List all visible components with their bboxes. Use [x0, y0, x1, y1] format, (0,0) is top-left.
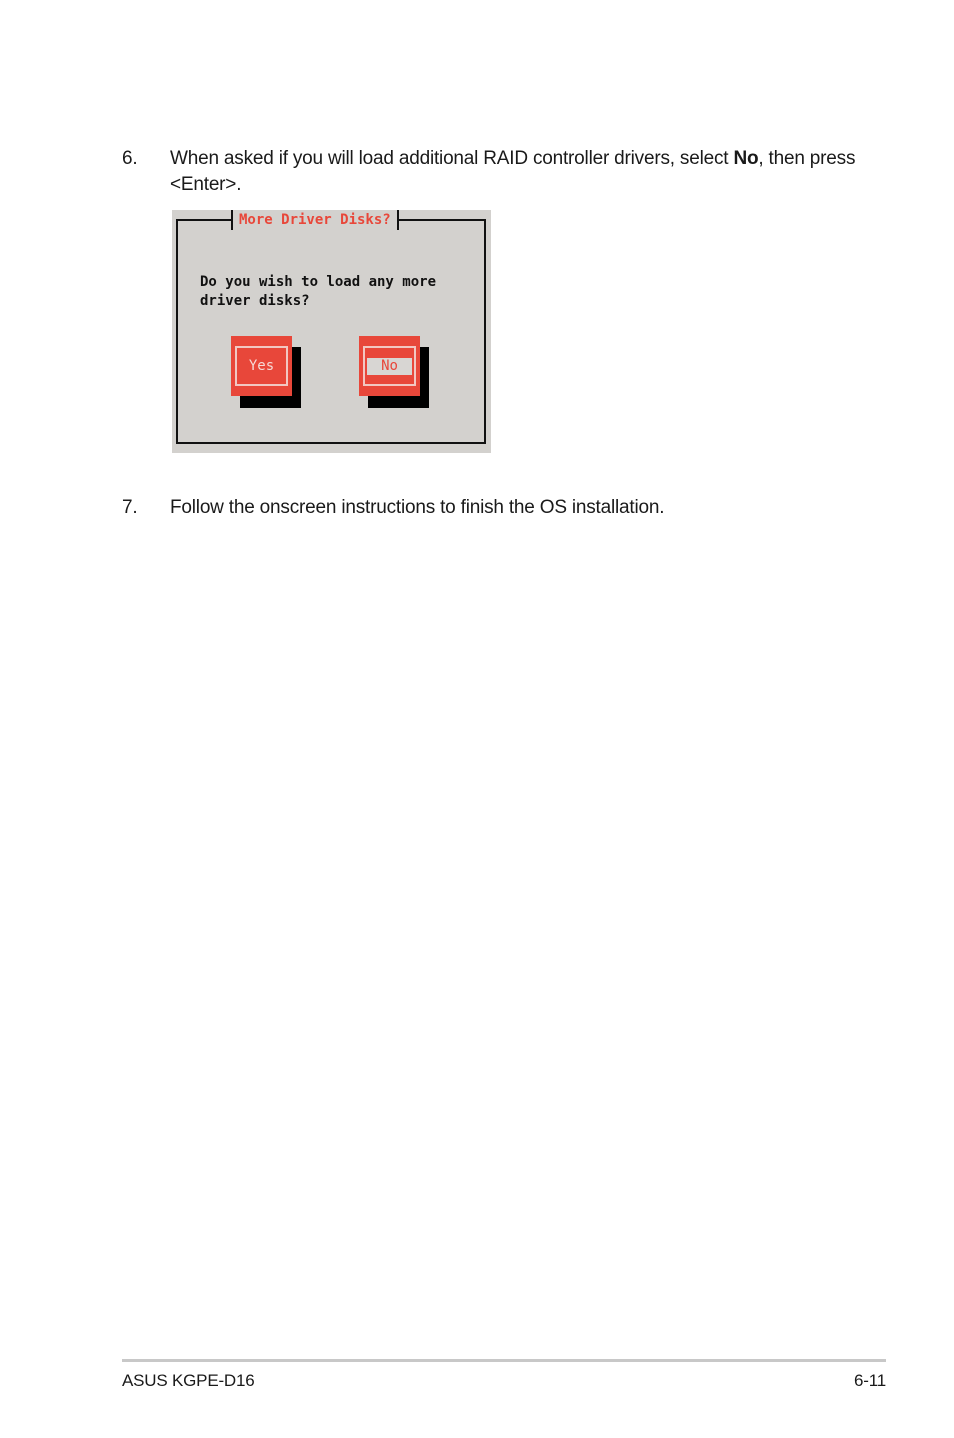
step-number: 6.: [122, 148, 138, 169]
no-button-wrap: [359, 336, 429, 408]
step-text-before: When asked if you will load additional RAID controller drivers, select: [170, 148, 734, 169]
yes-button-wrap: [231, 336, 301, 408]
step-text-bold: No: [733, 148, 759, 169]
yes-button[interactable]: [231, 336, 292, 396]
footer-page-number: 6-11: [854, 1371, 886, 1390]
no-button-frame: [363, 346, 416, 386]
dialog-frame: [176, 219, 486, 444]
dialog-title: More Driver Disks?: [231, 210, 399, 230]
driver-disks-dialog: [172, 210, 491, 453]
no-button[interactable]: [359, 336, 420, 396]
step-number: 7.: [122, 497, 138, 518]
footer-divider: [122, 1359, 886, 1362]
yes-button-label: Yes: [235, 346, 288, 386]
no-button-label: No: [367, 358, 412, 375]
step-text: [170, 146, 870, 198]
step-text-after: , then press <Enter>.: [170, 148, 856, 195]
footer-product-name: ASUS KGPE-D16: [122, 1371, 255, 1390]
dialog-message: Do you wish to load any more driver disks?: [200, 274, 437, 309]
step-text: Follow the onscreen instructions to finish the OS installation.: [170, 497, 665, 518]
